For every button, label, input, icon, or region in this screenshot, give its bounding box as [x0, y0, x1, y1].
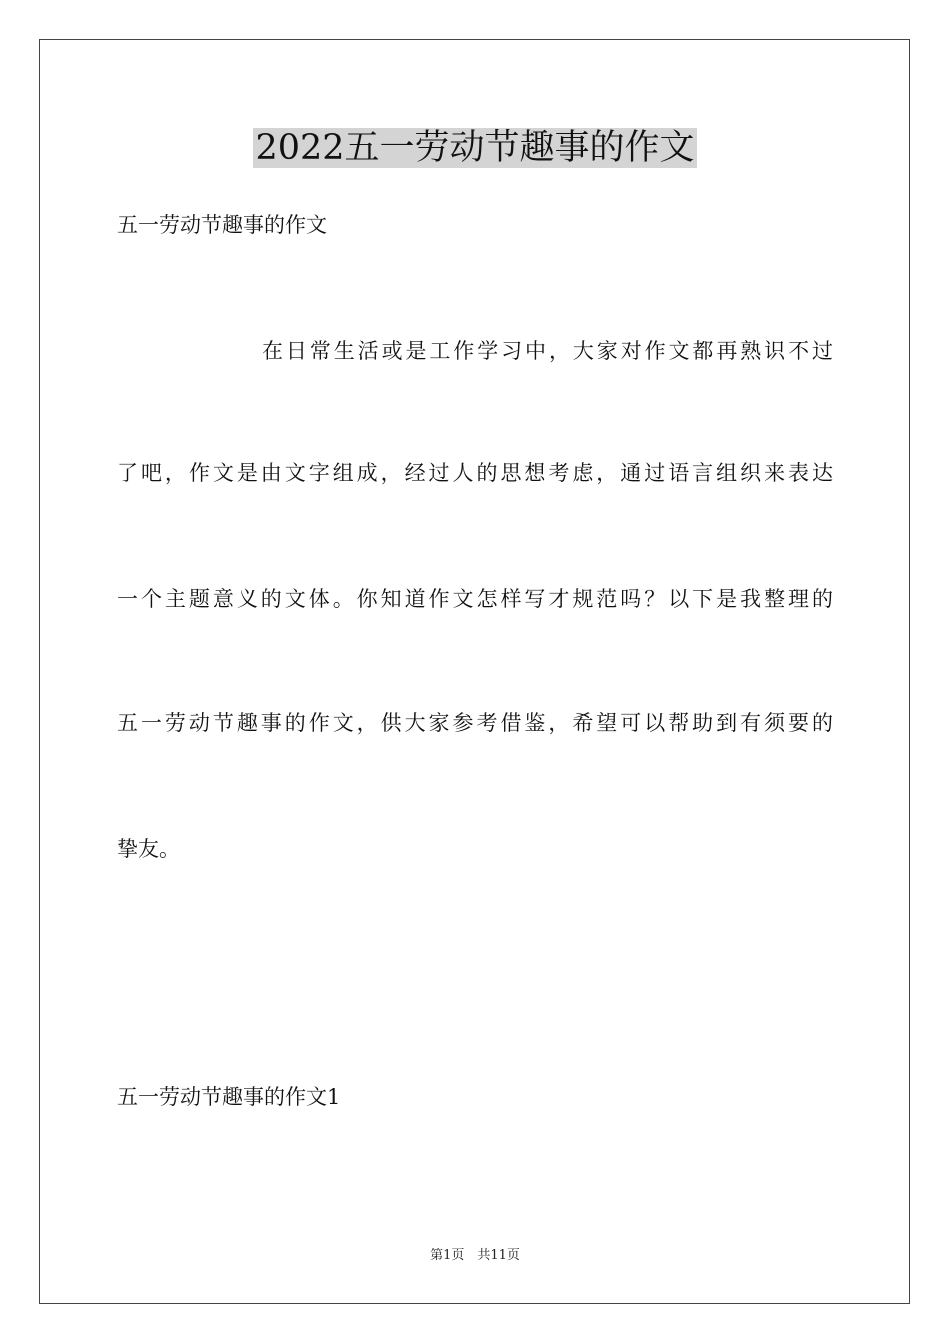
- paragraph-line-1: 在日常生活或是工作学习中，大家对作文都再熟识不过: [262, 339, 833, 363]
- document-title-text: 2022五一劳动节趣事的作文: [255, 128, 695, 168]
- document-subtitle: 五一劳动节趣事的作文: [117, 213, 327, 237]
- paragraph-line-5: 挚友。: [117, 837, 180, 861]
- paragraph-line-4: 五一劳动节趣事的作文，供大家参考借鉴，希望可以帮助到有须要的: [117, 711, 833, 735]
- paragraph-line-2: 了吧，作文是由文字组成，经过人的思想考虑，通过语言组织来表达: [117, 461, 833, 485]
- section-heading: 五一劳动节趣事的作文1: [117, 1085, 341, 1109]
- paragraph-line-3: 一个主题意义的文体。你知道作文怎样写才规范吗？以下是我整理的: [117, 587, 833, 611]
- page-number-footer: 第1页 共11页: [430, 1248, 520, 1263]
- document-title: [0, 124, 950, 172]
